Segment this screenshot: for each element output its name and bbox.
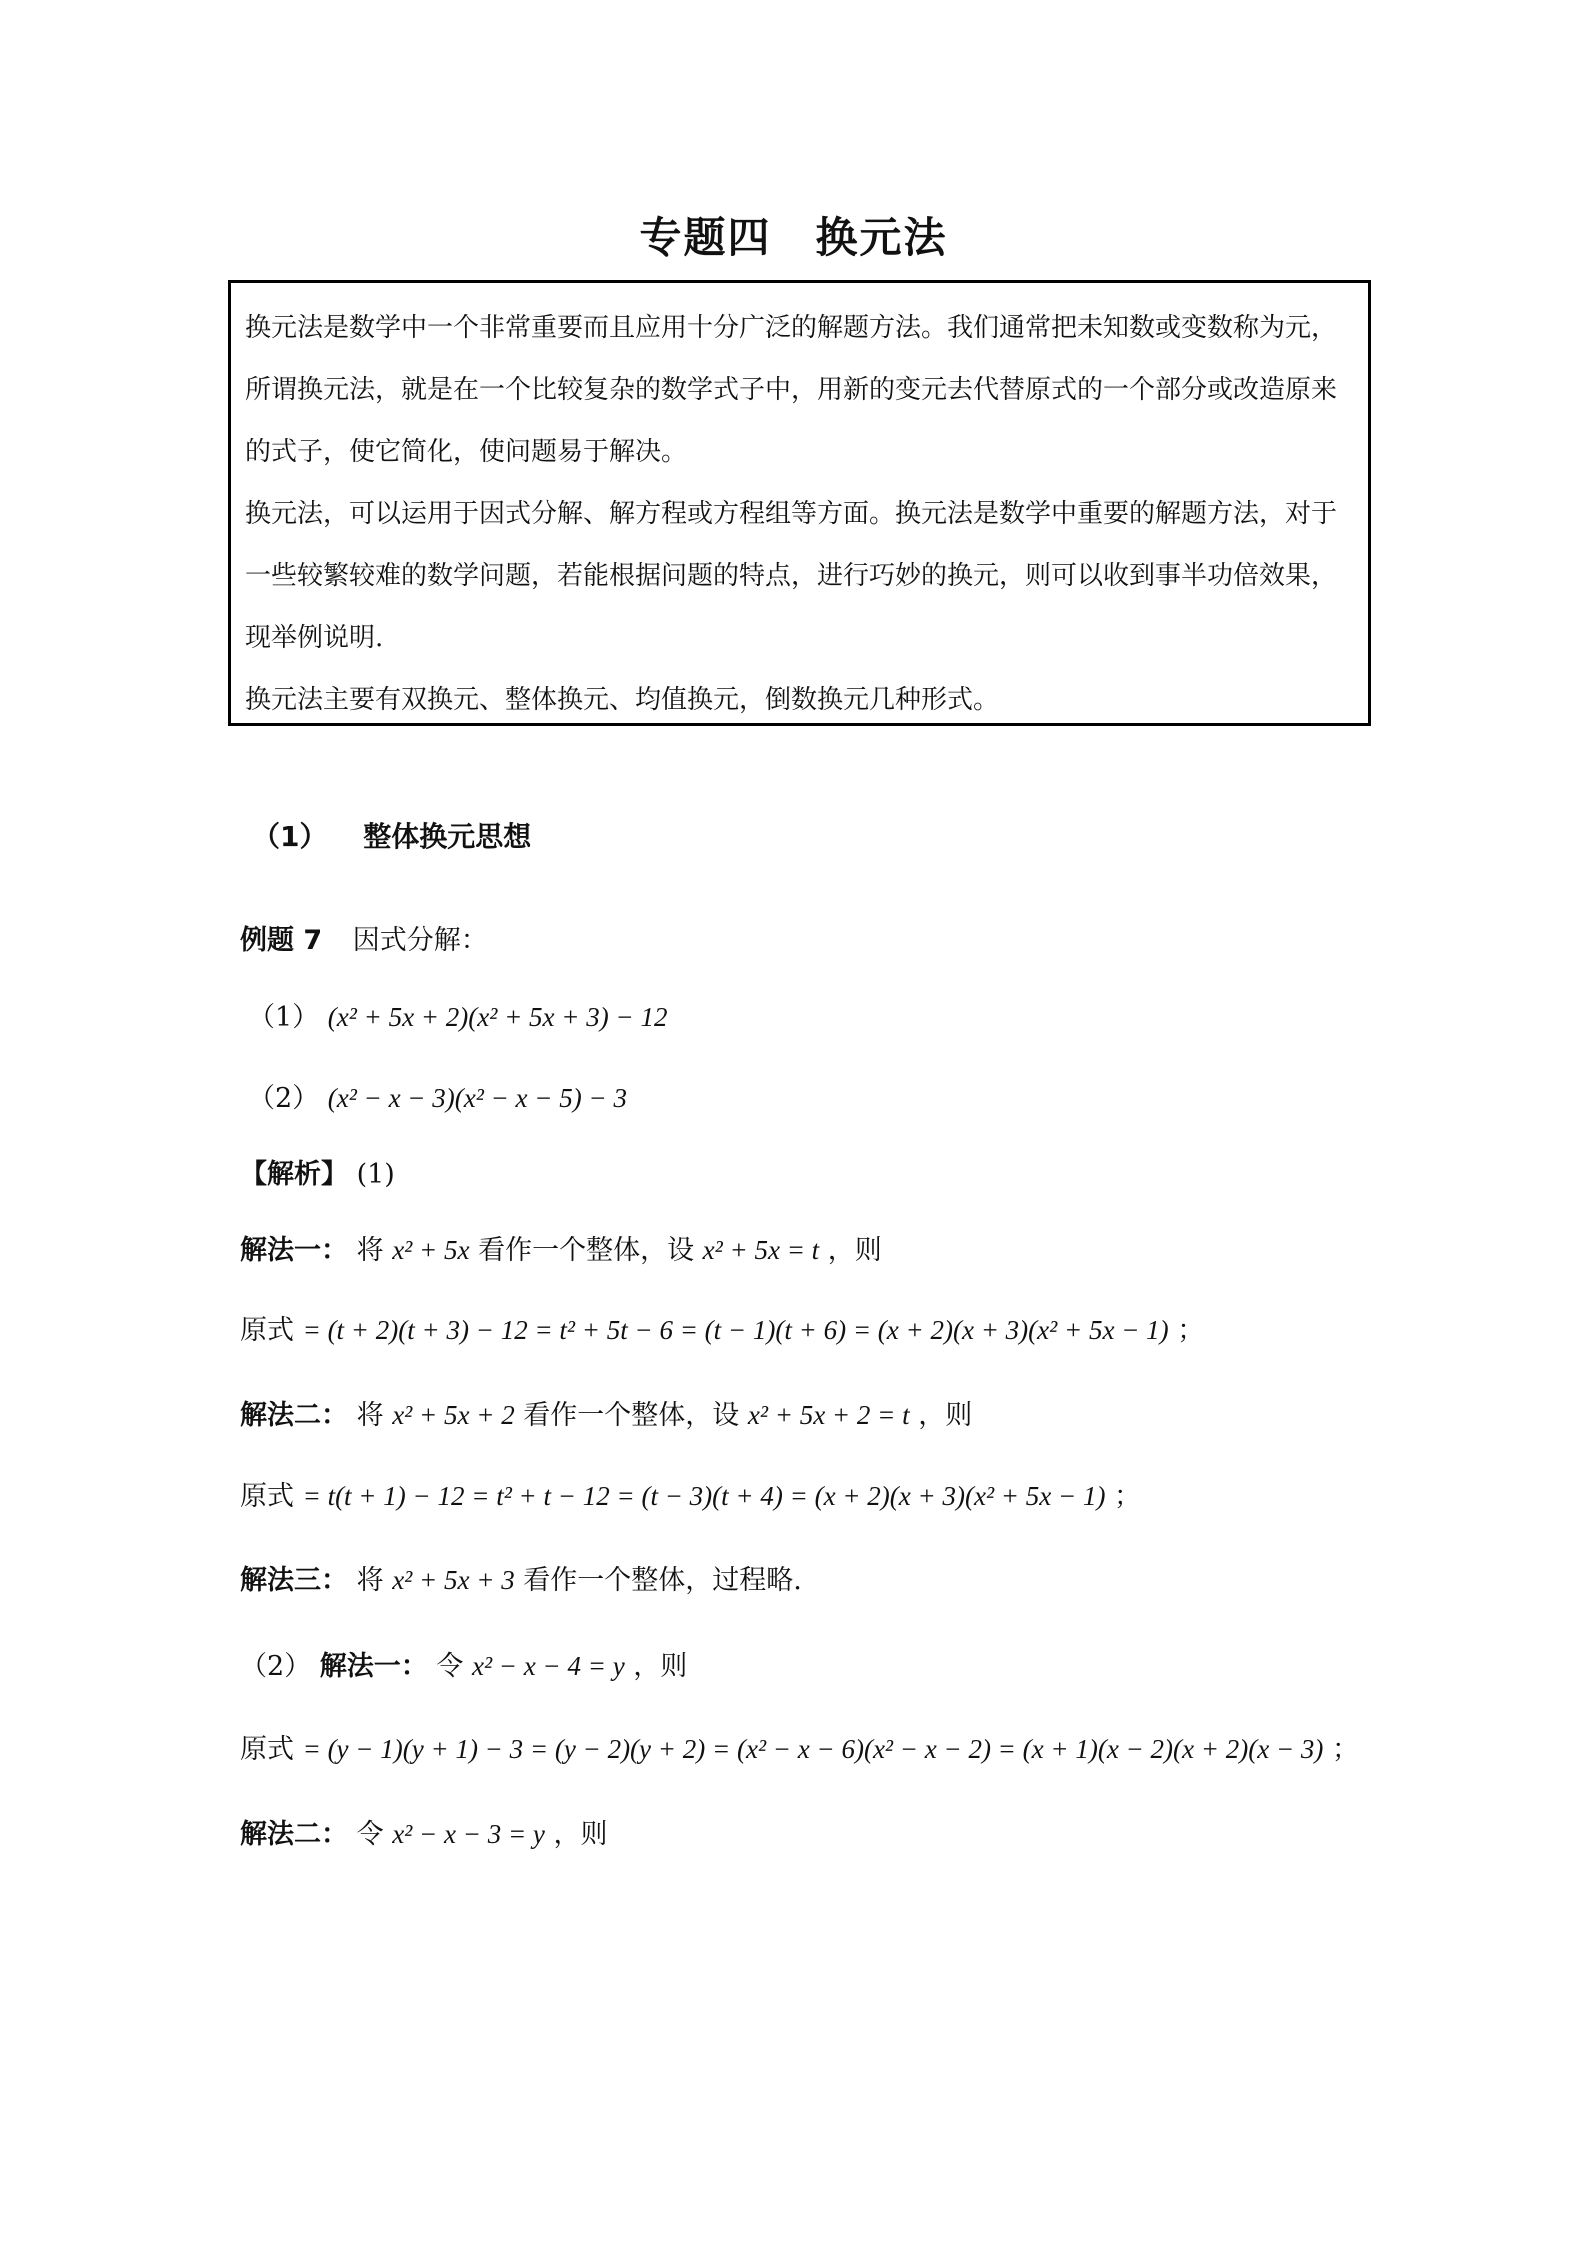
method-3-expression: x² + 5x + 3 bbox=[392, 1565, 515, 1595]
method-2-text: 看作一个整体，设 bbox=[523, 1400, 740, 1431]
example-label: 例题 7 bbox=[240, 925, 323, 956]
part-2-number: （2） bbox=[240, 1651, 312, 1682]
item-2-expression: (x² − x − 3)(x² − x − 5) − 3 bbox=[327, 1083, 627, 1113]
method-3-text: 将 bbox=[356, 1565, 384, 1596]
intro-paragraph-1: 换元法是数学中一个非常重要而且应用十分广泛的解题方法。我们通常把未知数或变数称为元，所谓换元法，就是在一个比较复杂的数学式子中，用新的变元去代替原式的一个部分或改造原来的式子，使它简化，使问题易于解决。 bbox=[245, 313, 1338, 467]
method-2-text: 将 bbox=[356, 1400, 384, 1431]
method-1-text: 看作一个整体，设 bbox=[478, 1235, 695, 1266]
part-2-method-1-result-line bbox=[240, 1727, 1359, 1766]
method-1-result: = (t + 2)(t + 3) − 12 = t² + 5t − 6 = (t − 1)(t + 6) = (x + 2)(x + 3)(x² + 5x − 1) bbox=[302, 1315, 1169, 1345]
part-2-method-1-line bbox=[240, 1644, 687, 1683]
method-2-result-line bbox=[240, 1474, 1141, 1513]
example-task: 因式分解： bbox=[352, 925, 488, 956]
intro-paragraph-2: 换元法，可以运用于因式分解、解方程或方程组等方面。换元法是数学中重要的解题方法，对于一些较繁较难的数学问题，若能根据问题的特点，进行巧妙的换元，则可以收到事半功倍效果，现举例说明. bbox=[245, 499, 1338, 653]
item-2-number: （2） bbox=[248, 1083, 320, 1114]
method-3-line bbox=[240, 1558, 802, 1597]
method-1-label: 解法一： bbox=[240, 1235, 348, 1266]
method-1-text: 将 bbox=[356, 1235, 384, 1266]
part-2-method-2-text: ，则 bbox=[553, 1819, 608, 1850]
part-2-method-1-text: ，则 bbox=[633, 1651, 688, 1682]
page-title: 专题四 换元法 bbox=[639, 213, 948, 262]
example-heading bbox=[240, 918, 488, 957]
method-2-result: = t(t + 1) − 12 = t² + t − 12 = (t − 3)(t + 4) = (x + 2)(x + 3)(x² + 5x − 1) bbox=[302, 1481, 1106, 1511]
analysis-heading bbox=[240, 1152, 395, 1191]
analysis-part: (1) bbox=[356, 1159, 395, 1190]
intro-box bbox=[228, 280, 1371, 726]
item-1-number: （1） bbox=[248, 1002, 320, 1033]
part-2-method-2-line bbox=[240, 1812, 608, 1851]
analysis-label: 【解析】 bbox=[240, 1159, 348, 1190]
part-2-method-1-label: 解法一： bbox=[319, 1651, 428, 1682]
example-item-2 bbox=[248, 1076, 627, 1115]
method-1-result-line bbox=[240, 1308, 1204, 1347]
example-item-1 bbox=[248, 995, 667, 1034]
section-heading bbox=[252, 815, 531, 855]
method-3-text: 看作一个整体，过程略. bbox=[523, 1565, 802, 1596]
part-2-method-2-text: 令 bbox=[356, 1819, 384, 1850]
method-1-text: ，则 bbox=[827, 1235, 882, 1266]
intro-paragraph-3: 换元法主要有双换元、整体换元、均值换元，倒数换元几种形式。 bbox=[245, 685, 1000, 715]
part-2-method-1-result: = (y − 1)(y + 1) − 3 = (y − 2)(y + 2) = (x² − x − 6)(x² − x − 2) = (x + 1)(x − 2)(x + 2)(x − 3) bbox=[302, 1734, 1324, 1764]
semicolon: ； bbox=[1177, 1315, 1205, 1346]
semicolon: ； bbox=[1114, 1481, 1142, 1512]
part-2-method-2-label: 解法二： bbox=[240, 1819, 348, 1850]
method-2-expression-a: x² + 5x + 2 bbox=[392, 1400, 515, 1430]
part-2-method-1-text: 令 bbox=[436, 1651, 464, 1682]
method-1-line bbox=[240, 1228, 882, 1267]
method-1-expression-b: x² + 5x = t bbox=[702, 1235, 820, 1265]
method-3-label: 解法三： bbox=[240, 1565, 348, 1596]
semicolon: ； bbox=[1332, 1734, 1359, 1765]
part-2-method-1-expression: x² − x − 4 = y bbox=[471, 1651, 625, 1681]
method-2-line bbox=[240, 1393, 972, 1432]
section-title: 整体换元思想 bbox=[363, 820, 532, 853]
original-expression-label: 原式 bbox=[240, 1481, 294, 1512]
section-number: （1） bbox=[252, 820, 328, 853]
method-2-text: ，则 bbox=[918, 1400, 973, 1431]
original-expression-label: 原式 bbox=[240, 1734, 294, 1765]
original-expression-label: 原式 bbox=[240, 1315, 294, 1346]
method-2-expression-b: x² + 5x + 2 = t bbox=[747, 1400, 910, 1430]
item-1-expression: (x² + 5x + 2)(x² + 5x + 3) − 12 bbox=[327, 1002, 668, 1032]
method-1-expression-a: x² + 5x bbox=[392, 1235, 470, 1265]
method-2-label: 解法二： bbox=[240, 1400, 348, 1431]
part-2-method-2-expression: x² − x − 3 = y bbox=[392, 1819, 545, 1849]
